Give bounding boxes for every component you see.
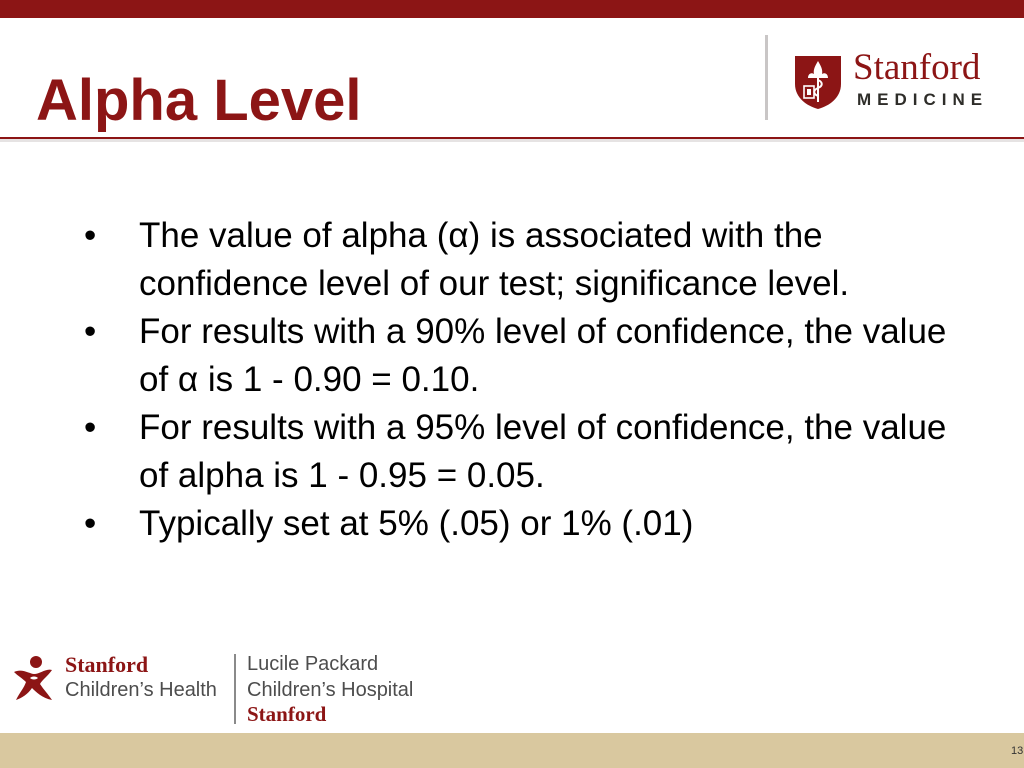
bullet-list — [84, 212, 984, 548]
top-accent-bar — [0, 0, 1024, 18]
childrens-health-figure-icon — [12, 654, 54, 702]
stanford-medicine-logo — [793, 47, 1008, 112]
bullet-marker: • — [84, 216, 97, 255]
bullet-text: For results with a 95% level of confidence, the value of alpha is 1 - 0.95 = 0.05. — [139, 408, 947, 495]
bullet-marker: • — [84, 504, 97, 543]
bullet-text: For results with a 90% level of confidence, the value of α is 1 - 0.90 = 0.10. — [139, 312, 947, 399]
stanford-wordmark: Stanford — [853, 47, 981, 88]
header-divider — [765, 35, 768, 120]
bullet-item — [84, 500, 984, 548]
title-underline-shadow — [0, 139, 1024, 142]
page-number: 13 — [1011, 745, 1024, 757]
medicine-wordmark: MEDICINE — [857, 90, 989, 109]
bullet-item — [84, 308, 984, 404]
lucile-packard-wordmark: Lucile Packard — [247, 653, 379, 675]
stanford-shield-icon — [793, 54, 843, 110]
childrens-health-wordmark: Children’s Health — [65, 679, 217, 701]
bullet-text: The value of alpha (α) is associated with the confidence level of our test; significance level. — [139, 216, 850, 303]
childrens-health-wordmark-stanford: Stanford — [65, 652, 149, 677]
slide-title: Alpha Level — [36, 68, 362, 133]
bullet-item — [84, 212, 984, 308]
bullet-marker: • — [84, 312, 97, 351]
bottom-accent-bar — [0, 733, 1024, 768]
childrens-hospital-wordmark: Children’s Hospital — [247, 679, 414, 701]
bullet-marker: • — [84, 408, 97, 447]
bullet-text: Typically set at 5% (.05) or 1% (.01) — [139, 504, 694, 543]
bullet-item — [84, 404, 984, 500]
lucile-packard-stanford-wordmark: Stanford — [247, 702, 327, 726]
footer-logos — [12, 652, 432, 727]
footer-logo-divider — [234, 654, 236, 724]
